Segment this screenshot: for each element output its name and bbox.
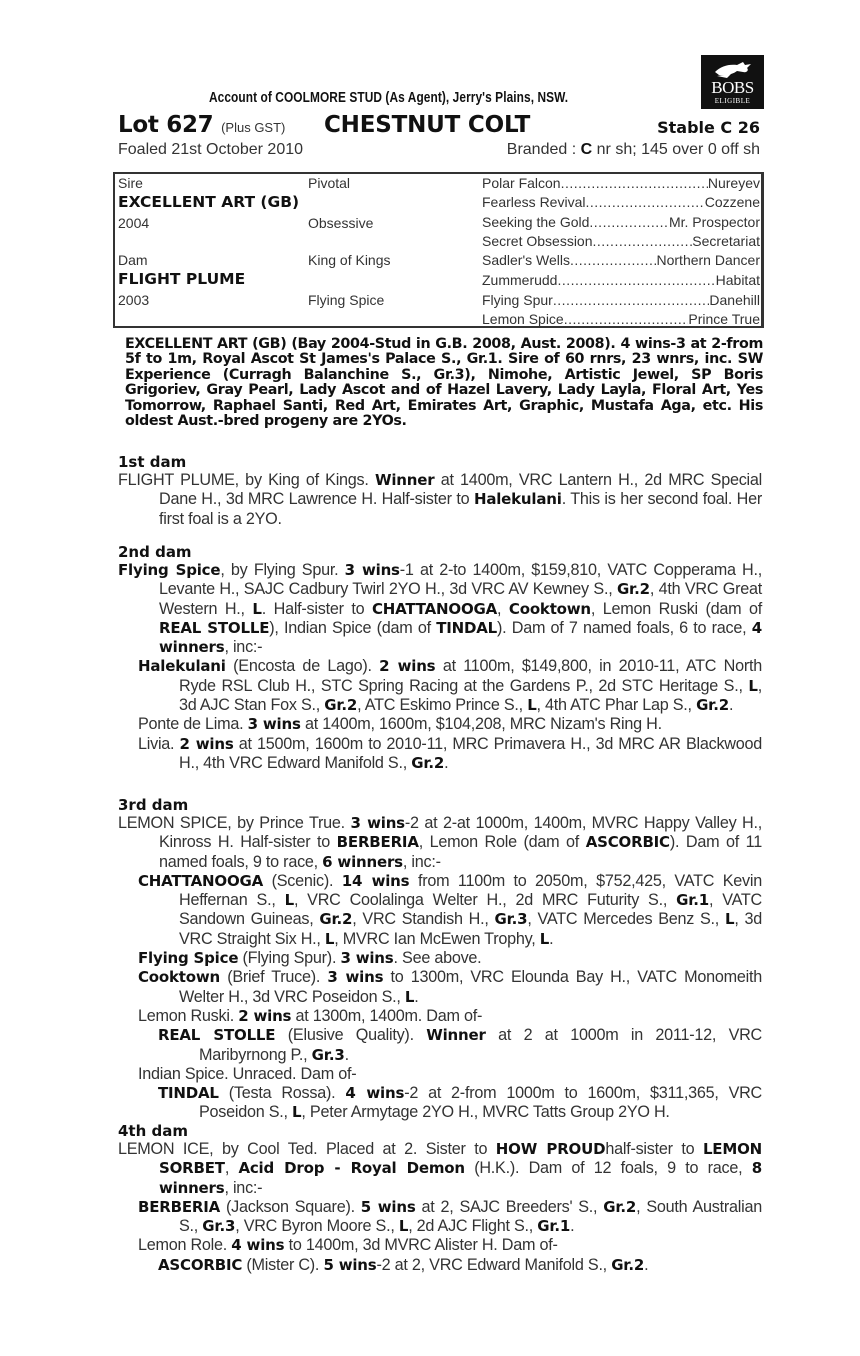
text: at 1100m, $149,800, in 2010-11, ATC North Ryde RSL Club H., STC Spring Racing at the Gardens P., 2d STC Heritage S., [179,657,762,695]
text: , South Australian S., [179,1197,762,1236]
text: , ATC Eskimo Prince S., [357,696,528,715]
bold-text: CHATTANOOGA [371,599,498,618]
pedigree-entry [118,561,762,657]
text: ), Indian Spice (dam of [269,618,437,637]
bold-text: Flying Spice [138,949,239,968]
bold-text: HOW PROUD [495,1140,606,1158]
section-second-dam [118,543,762,773]
text: Indian Spice. Unraced. Dam of- [138,1064,357,1083]
pedigree-entry [118,1198,762,1237]
text: , inc:- [224,1178,263,1197]
stable-number: Stable C 26 [657,118,760,137]
sire-biography: EXCELLENT ART (GB) (Bay 2004-Stud in G.B. 2008, Aust. 2008). 4 wins-3 at 2-from 5f to 1m, Royal Ascot St James's Palace S., Gr.1. Sire of 60 rnrs, 23 wnrs, inc. SW Experience (Curragh Balanchine S., Gr.3), Nimohe, Artistic Jewel, SP Boris Grigoriev, Gray Pearl, Lady Ascot and of Hazel Lavery, Lady Layla, Floral Art, Yes Tomorrow, Raphael Santi, Red Art, Emirates Art, Graphic, Mustafa Aga, etc. His oldest Aust.-bred progeny are 2YOs. [125,336,763,430]
pedigree-entry [118,471,762,529]
logo-text-eligible: ELIGIBLE [714,97,751,105]
section-body [118,471,762,529]
text: (Testa Rossa). [218,1084,346,1103]
text: Lemon Ruski. [138,1006,239,1025]
leader-dots [570,252,657,268]
bold-text: 3 wins [344,561,400,579]
text: , VRC Byron Moore S., [235,1217,399,1236]
text: , 3d AJC Stan Fox S., [179,676,762,715]
grandparent-sire: Secretariat [692,233,760,249]
text: , 3d VRC Straight Six H., [179,910,762,948]
grandparent-row [482,233,760,249]
grandparent-name: Polar Falcon [482,175,561,191]
bold-text: Gr.2 [603,1197,637,1216]
sire-label: Sire [118,175,143,191]
text: (Mister C). [242,1255,324,1274]
bold-text: REAL STOLLE [159,618,270,637]
bold-text: 14 wins [341,871,410,890]
text: . [444,753,449,772]
bold-text: TINDAL [158,1084,219,1103]
grandparent-name: Secret Obsession [482,233,593,249]
bold-text: Gr.2 [411,753,445,772]
text: Livia. [138,734,180,753]
bold-text: L [398,1217,409,1236]
text: at 1300m, 1400m. Dam of- [291,1006,483,1025]
pedigree-entry [118,1140,762,1198]
grandparent-name: Fearless Revival [482,194,586,210]
text: , VRC Standish H., [352,910,495,929]
text: (Encosta de Lago). [225,657,380,676]
brand-mark: C [580,141,593,158]
pedigree-entry [118,949,762,968]
bold-text: 2 wins [238,1006,292,1025]
bold-text: Gr.2 [324,696,358,715]
bold-text: Gr.1 [676,891,709,910]
pedigree-entry [118,715,762,734]
bold-text: ASCORBIC [158,1255,243,1274]
bold-text: L [724,910,735,929]
leader-dots [564,311,689,327]
text: , by Flying Spur. [220,561,345,579]
bold-text: Cooktown [508,599,591,618]
pedigree-entry [118,1007,762,1026]
grandparent-row [482,194,760,210]
text: . [570,1217,575,1236]
text: , inc:- [402,852,441,871]
pedigree-entry [118,1256,762,1275]
grandparent-sire: Cozzene [704,194,760,210]
lot-header [118,112,764,138]
grandparent-sire: Northern Dancer [656,252,760,268]
vendor-account-line: Account of COOLMORE STUD (As Agent), Jerry's Plains, NSW. [209,90,569,106]
grandparent-sire: Prince True [688,311,760,327]
dam-sire: King of Kings [308,252,391,268]
branded-info [507,141,760,159]
text: , Lemon Ruski (dam of [590,599,763,618]
bold-text: 2 wins [379,657,436,676]
lot-label: Lot 627 [118,112,214,138]
text: at 2 at 1000m in 2011-12, VRC Maribyrnong P., [199,1026,762,1064]
pedigree-entry [118,1026,762,1065]
text: LEMON SPICE, by Prince True. [118,814,351,832]
dam-label: Dam [118,252,148,268]
bold-text: L [284,891,294,910]
text: at 1400m, 1600m, $104,208, MRC Nizam's Ring H. [300,715,662,734]
bold-text: ASCORBIC [585,833,670,852]
bold-text: REAL STOLLE [158,1026,276,1045]
pedigree-entry [118,814,762,872]
dam-year: 2003 [118,292,150,308]
bold-text: 4 wins [345,1084,405,1103]
bold-text: Halekulani [138,657,226,676]
section-heading: 3rd dam [118,796,189,814]
text: from 1100m to 2050m, $752,425, VATC Kevin Heffernan S., [179,871,762,910]
bold-text: Gr.2 [611,1255,645,1274]
bold-text: L [324,929,335,948]
text: to 1300m, VRC Elounda Bay H., VATC Monomeith Welter H., 3d VRC Poseidon S., [179,968,762,1006]
section-body [118,561,762,773]
text: (Flying Spur). [238,949,341,968]
bold-text: 4 winners [159,618,763,657]
section-heading: 2nd dam [118,543,192,561]
leader-dots [557,272,715,288]
bold-text: Acid Drop - Royal Demon [238,1159,465,1178]
text: . [344,1045,349,1064]
bold-text: L [292,1103,302,1122]
text: at 2, SAJC Breeders' S., [415,1197,604,1216]
bold-text: Gr.3 [494,910,528,929]
text: LEMON ICE, by Cool Ted. Placed at 2. Sister to [118,1140,496,1158]
section-third-dam [118,796,762,1123]
bold-text: 3 wins [327,968,384,987]
grandparent-row [482,214,760,230]
text: , MVRC Ian McEwen Trophy, [334,929,540,948]
leader-dots [553,292,710,308]
text: , 2d AJC Flight S., [408,1217,538,1236]
bold-text: 3 wins [340,949,394,968]
text: ). Dam of 7 named foals, 6 to race, [497,618,752,637]
text: -1 at 2-to 1400m, $159,810, VATC Copperama H., Levante H., SAJC Cadbury Twirl 2YO H., 3d VRC AV Kewney S., [159,561,762,599]
bold-text: Halekulani [473,490,562,509]
text: , Lemon Role (dam of [418,833,586,852]
text: (Brief Truce). [220,968,328,987]
text: (H.K.). Dam of 12 foals, 9 to race, [464,1159,752,1178]
grandparent-sire: Nureyev [707,175,760,191]
text: at 1500m, 1600m to 2010-11, MRC Primavera H., 3d MRC AR Blackwood H., 4th VRC Edward Manifold S., [179,734,762,772]
text: (Scenic). [263,871,342,890]
bold-text: Gr.2 [319,910,353,929]
text: , inc:- [224,638,263,657]
bold-text: Gr.2 [616,580,650,599]
text: . [728,696,734,715]
text: , Peter Armytage 2YO H., MVRC Tatts Group 2YO H. [301,1103,670,1122]
branded-suffix: nr sh; 145 over 0 off sh [596,141,760,158]
bold-text: 2 wins [179,734,234,753]
bold-text: Cooktown [138,968,221,987]
text: . This is her second foal. Her first foal is a 2YO. [159,490,762,528]
text: , VRC Coolalinga Welter H., 2d MRC Futurity S., [293,891,677,910]
bold-text: L [404,987,415,1006]
grandparent-sire: Danehill [709,292,760,308]
gst-note: (Plus GST) [221,120,286,135]
pedigree-entry [118,1236,762,1255]
pedigree-entry [118,1084,762,1123]
text: , 4th VRC Great Western H., [159,580,762,618]
text: ). Dam of 11 named foals, 9 to race, [159,833,762,871]
bold-text: Flying Spice [118,561,221,579]
sire-sire: Pivotal [308,175,351,191]
text: -2 at 2-from 1000m to 1600m, $311,365, VRC Poseidon S., [199,1084,762,1122]
text: , [497,599,509,618]
pedigree-entry [118,1065,762,1084]
text: , VATC Sandown Guineas, [179,891,762,929]
foaled-date: Foaled 21st October 2010 [118,141,304,158]
grandparent-row [482,272,760,288]
grandparent-name: Lemon Spice [482,311,564,327]
section-heading: 4th dam [118,1122,188,1140]
text: , [224,1159,239,1178]
bold-text: BERBERIA [138,1197,221,1216]
text: . [414,987,419,1006]
bold-text: L [252,599,262,618]
text: Ponte de Lima. [138,715,248,734]
sire-dam: Obsessive [308,215,374,231]
leader-dots [585,194,704,210]
section-body [118,1140,762,1275]
text: at 1400m, VRC Lantern H., 2d MRC Special Dane H., 3d MRC Lawrence H. Half-sister to [159,471,762,509]
logo-text-bobs: BOBS [711,78,754,97]
text: (Elusive Quality). [275,1026,427,1045]
leader-dots [561,175,708,191]
text: . [644,1255,649,1274]
pedigree-entry [118,735,762,774]
lot-number [118,112,285,138]
dam-dam: Flying Spice [308,292,385,308]
pedigree-entry [118,968,762,1007]
text: -2 at 2-at 1000m, 1400m, MVRC Happy Valley H., Kinross H. Half-sister to [159,814,762,852]
bobs-eligible-logo [701,55,764,109]
text: , VATC Mercedes Benz S., [527,910,725,929]
dam-name: FLIGHT PLUME [118,270,246,288]
bold-text: Gr.1 [537,1217,571,1236]
bold-text: Gr.3 [311,1045,345,1064]
bold-text: Gr.3 [202,1217,236,1236]
branded-prefix: Branded : [506,141,577,158]
bold-text: 5 wins [323,1255,377,1274]
pedigree-entry [118,657,762,715]
bold-text: 4 wins [231,1236,285,1255]
bold-text: Winner [426,1026,486,1045]
text: , 4th ATC Phar Lap S., [536,696,697,715]
grandparent-row [482,175,760,191]
bold-text: BERBERIA [336,833,419,852]
grandparent-row [482,292,760,308]
text: . See above. [393,949,482,968]
text: . [549,929,554,948]
bold-text: 5 wins [360,1197,416,1216]
bold-text: CHATTANOOGA [138,871,264,890]
bold-text: 6 winners [322,852,403,871]
pedigree-entry [118,872,762,949]
grandparent-row [482,252,760,268]
bold-text: L [527,696,537,715]
grandparent-sire: Mr. Prospector [668,214,760,230]
bold-text: 3 wins [247,715,301,734]
text: (Jackson Square). [220,1197,361,1216]
text: FLIGHT PLUME, by King of Kings. [118,471,375,489]
grandparent-name: Seeking the Gold [482,214,590,230]
text: . Half-sister to [261,599,372,618]
section-first-dam [118,453,762,529]
text: half-sister to [605,1140,703,1158]
sire-name: EXCELLENT ART (GB) [118,193,300,211]
sire-year: 2004 [118,215,150,231]
bold-text: TINDAL [436,618,497,637]
grandparent-name: Zummerudd [482,272,558,288]
grandparent-sire: Habitat [715,272,760,288]
text: Lemon Role. [138,1236,232,1255]
bold-text: 8 winners [159,1159,762,1197]
bold-text: 3 wins [350,814,405,832]
bold-text: LEMON SORBET [159,1140,762,1178]
grandparent-name: Sadler's Wells [482,252,570,268]
section-fourth-dam [118,1122,762,1275]
bold-text: Gr.2 [696,696,729,715]
leader-dots [589,214,669,230]
section-body [118,814,762,1123]
text: to 1400m, 3d MVRC Alister H. Dam of- [284,1236,558,1255]
bold-text: Winner [374,471,435,489]
leader-dots [593,233,693,249]
section-heading: 1st dam [118,453,187,471]
text: -2 at 2, VRC Edward Manifold S., [376,1255,612,1274]
bold-text: L [748,676,758,695]
page-title: CHESTNUT COLT [324,112,531,138]
horse-head-icon [711,60,755,80]
bold-text: L [539,929,550,948]
grandparent-name: Flying Spur [482,292,553,308]
grandparent-row [482,311,760,327]
